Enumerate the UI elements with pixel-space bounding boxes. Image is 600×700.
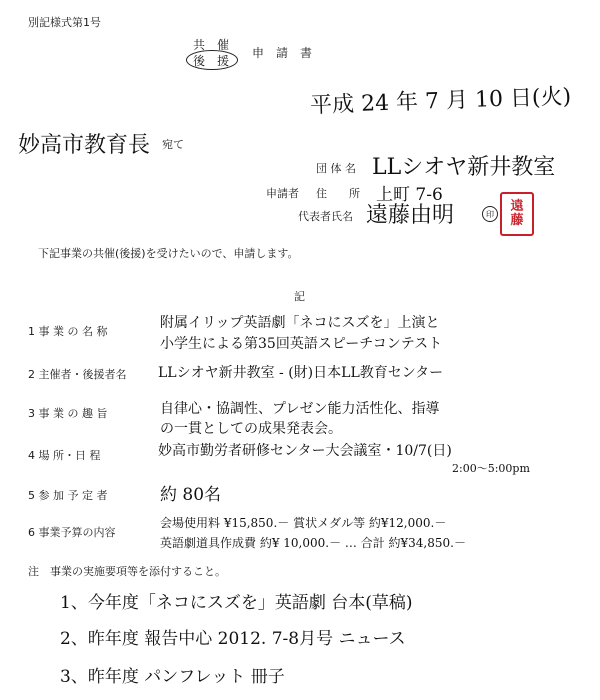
application-date: 平成 24 年 7 月 10 日(火) — [309, 84, 572, 119]
addressee-suffix: 宛て — [162, 138, 184, 151]
title-option-support: 後 援 — [193, 54, 230, 68]
address-value: 上町 7-6 — [376, 185, 443, 205]
address-label: 住 所 — [316, 187, 360, 200]
ki-mark: 記 — [294, 290, 305, 303]
item-4-line-1: 妙高市勤労者研修センター大会議室・10/7(日) — [158, 443, 452, 459]
org-value: LLシオヤ新井教室 — [372, 155, 556, 180]
item-1-line-2: 小学生による第35回英語スピーチコンテスト — [160, 336, 443, 352]
form-number: 別記様式第1号 — [28, 16, 101, 29]
item-1-label: 1 事 業 の 名 称 — [28, 325, 108, 338]
attachment-3: 3、昨年度 パンフレット 冊子 — [60, 667, 285, 687]
item-5-line-1: 約 80名 — [160, 485, 222, 505]
attachment-1: 1、今年度「ネコにスズを」英語劇 台本(草稿) — [60, 593, 413, 613]
item-5-label: 5 参 加 予 定 者 — [28, 489, 108, 502]
seal-stamp-char-2: 藤 — [510, 213, 524, 228]
form-title: 申 請 書 — [252, 46, 313, 60]
applicant-heading: 申請者 — [266, 187, 299, 200]
addressee-name: 妙高市教育長 — [18, 133, 151, 158]
rep-label: 代表者氏名 — [298, 210, 353, 223]
org-label: 団 体 名 — [316, 162, 356, 175]
item-6-label: 6 事業予算の内容 — [28, 526, 116, 539]
attachment-note: 注 事業の実施要項等を添付すること。 — [28, 565, 226, 578]
item-4-label: 4 場 所・日 程 — [28, 449, 101, 462]
item-1-line-1: 附属イリップ英語劇「ネコにスズを」上演と — [160, 315, 440, 331]
item-3-line-1: 自律心・協調性、プレゼン能力活性化、指導 — [160, 401, 440, 417]
item-3-label: 3 事 業 の 趣 旨 — [28, 407, 108, 420]
intro-text: 下記事業の共催(後援)を受けたいので、申請します。 — [38, 247, 299, 260]
item-2-line-1: LLシオヤ新井教室 - (財)日本LL教育センター — [158, 365, 444, 381]
rep-value: 遠藤由明 — [366, 203, 455, 228]
item-4-line-2: 2:00〜5:00pm — [452, 462, 530, 475]
seal-stamp-char-1: 遠 — [510, 199, 524, 215]
title-option-cosponsor: 共 催 — [193, 38, 230, 52]
item-6-line-1: 会場使用料 ¥15,850.－ 賞状メダル等 約¥12,000.－ — [160, 516, 447, 530]
item-3-line-2: の一貫としての成果発表会。 — [160, 421, 342, 437]
item-6-line-2: 英語劇道具作成費 約¥ 10,000.－ … 合計 約¥34,850.－ — [160, 536, 466, 550]
attachment-2: 2、昨年度 報告中心 2012. 7-8月号 ニュース — [60, 629, 406, 649]
seal-mark: 印 — [482, 206, 498, 222]
item-2-label: 2 主催者・後援者名 — [28, 368, 127, 381]
seal-stamp — [500, 192, 534, 236]
